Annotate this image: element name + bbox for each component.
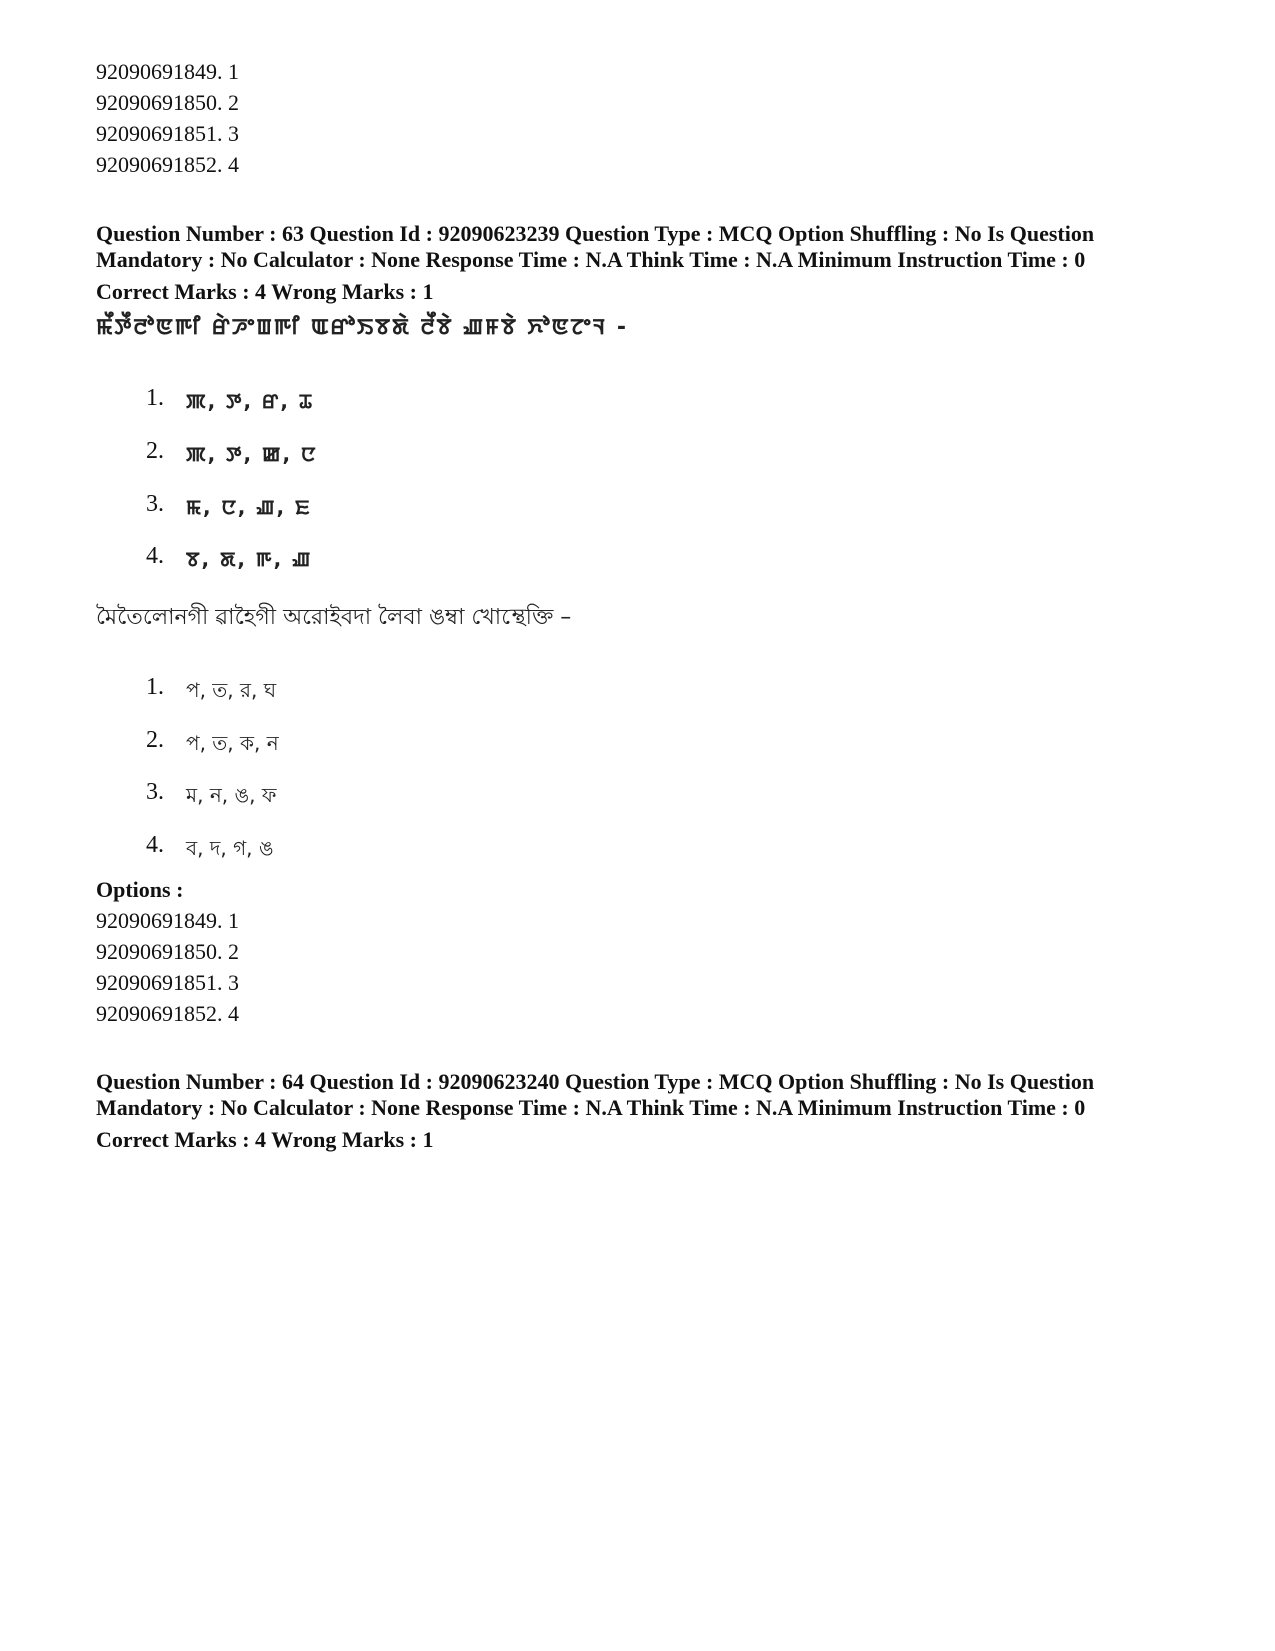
choice-number: 3. xyxy=(146,491,164,517)
choice-number: 4. xyxy=(146,543,164,569)
choice-number: 2. xyxy=(146,438,164,464)
option-line: 92090691850. 2 xyxy=(96,939,239,964)
option-line: 92090691851. 3 xyxy=(96,970,239,995)
question-64-header xyxy=(96,1069,1186,1153)
header-line-2: Mandatory : No Calculator : None Response Time : N.A Think Time : N.A Minimum Instruction Time : 0 xyxy=(96,1095,1086,1120)
question-63-header xyxy=(96,221,1186,305)
header-line-1: Question Number : 64 Question Id : 92090623240 Question Type : MCQ Option Shuffling : No Is Question xyxy=(96,1069,1095,1094)
meitei-choice-2 xyxy=(146,436,317,469)
header-line-1: Question Number : 63 Question Id : 92090623239 Question Type : MCQ Option Shuffling : No Is Question xyxy=(96,221,1095,246)
marks-line: Correct Marks : 4 Wrong Marks : 1 xyxy=(96,279,434,304)
meitei-choice-4 xyxy=(146,541,312,574)
meitei-choice-3 xyxy=(146,489,312,522)
meitei-question-stem: ꯃꯩꯇꯩꯂꯣꯟꯒꯤ ꯔꯥꯍꯦꯡꯒꯤ ꯑꯔꯣꯏꯕꯗꯥ ꯂꯩꯕꯥ ꯉꯝꯕꯥ ꯈꯣꯟꯖꯦꯜ - xyxy=(96,315,629,340)
choice-text: প, ত, র, ঘ xyxy=(186,678,277,702)
meitei-choice-1 xyxy=(146,383,314,416)
choice-text: ব, দ, গ, ঙ xyxy=(186,836,274,860)
choice-text: ꯄ, ꯇ, ꯀ, ꯅ xyxy=(186,442,318,466)
option-line: 92090691850. 2 xyxy=(96,90,239,115)
bengali-choice-2 xyxy=(146,725,279,758)
bengali-question-stem: মৈতৈলোনগী ৱাহৈগী অরোইবদা লৈবা ঙম্বা খোম্থেক্তি – xyxy=(96,605,572,630)
choice-number: 2. xyxy=(146,727,164,753)
choice-text: প, ত, ক, ন xyxy=(186,731,279,755)
option-line: 92090691851. 3 xyxy=(96,121,239,146)
options-label: Options : xyxy=(96,877,184,902)
marks-line: Correct Marks : 4 Wrong Marks : 1 xyxy=(96,1127,434,1152)
choice-number: 1. xyxy=(146,674,164,700)
bengali-choice-4 xyxy=(146,830,274,863)
choice-number: 4. xyxy=(146,832,164,858)
bengali-choice-1 xyxy=(146,672,276,705)
choice-text: ম, ন, ঙ, ফ xyxy=(186,783,277,807)
choice-number: 3. xyxy=(146,779,164,805)
choice-text: ꯄ, ꯇ, ꯔ, ꯊ xyxy=(186,389,314,413)
choice-text: ꯕ, ꯗ, ꯒ, ꯉ xyxy=(186,547,313,571)
choice-text: ꯃ, ꯅ, ꯉ, ꯐ xyxy=(186,495,312,519)
option-line: 92090691852. 4 xyxy=(96,1001,239,1026)
option-line: 92090691852. 4 xyxy=(96,152,239,177)
choice-number: 1. xyxy=(146,385,164,411)
bengali-choice-3 xyxy=(146,777,276,810)
header-line-2: Mandatory : No Calculator : None Response Time : N.A Think Time : N.A Minimum Instruction Time : 0 xyxy=(96,247,1086,272)
option-line: 92090691849. 1 xyxy=(96,59,239,84)
option-line: 92090691849. 1 xyxy=(96,908,239,933)
